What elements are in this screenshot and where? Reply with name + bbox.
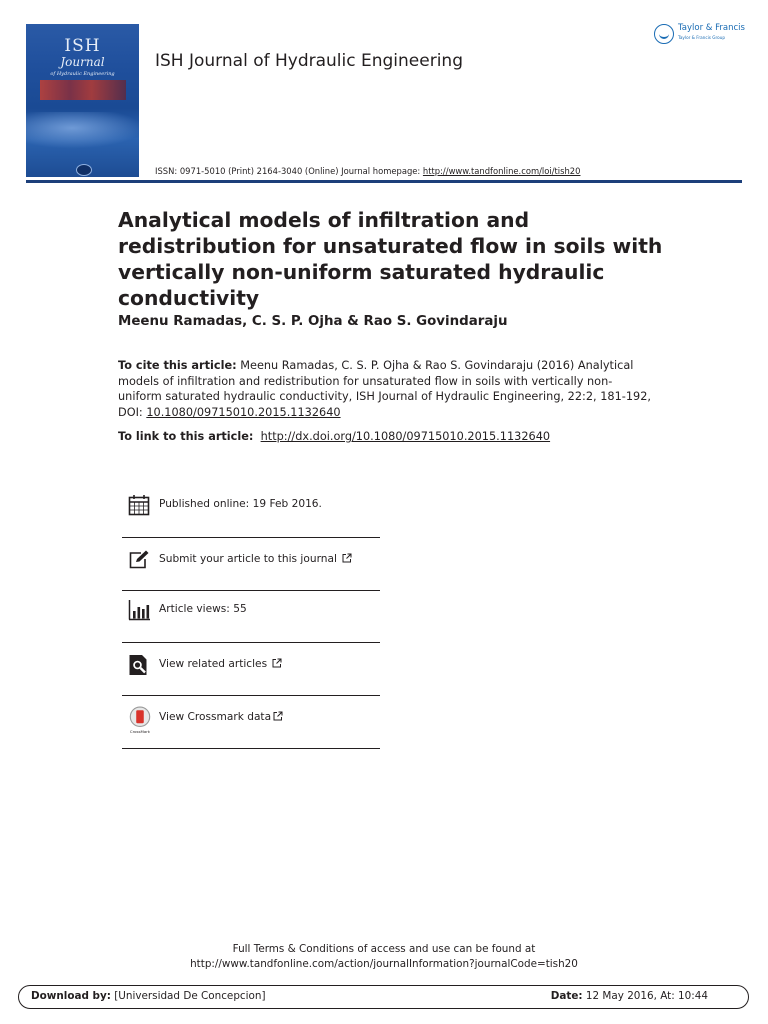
divider	[122, 642, 380, 643]
link-label: To link to this article:	[118, 430, 254, 443]
journal-title: ISH Journal of Hydraulic Engineering	[155, 51, 463, 71]
crossmark-caption: CrossMark	[129, 728, 151, 734]
publisher-group: Taylor & Francis Group	[678, 35, 726, 40]
article-title: Analytical models of infiltration and redistribution for unsaturated flow in soils with vertically non-uniform saturated hydraulic conductivity	[118, 208, 663, 310]
taylor-francis-icon	[654, 24, 674, 44]
crossmark-text[interactable]: View Crossmark data	[159, 711, 272, 723]
divider	[122, 537, 380, 538]
external-link-icon	[273, 711, 283, 721]
header-rule	[26, 180, 742, 183]
submit-article-text[interactable]: Submit your article to this journal	[159, 553, 337, 565]
cover-title: ISH	[64, 36, 101, 56]
crossmark-icon	[128, 706, 152, 734]
cover-water-graphic	[26, 112, 139, 152]
issn-line	[155, 166, 580, 176]
citation-block	[118, 358, 653, 420]
search-document-icon	[128, 654, 150, 676]
journal-cover-image	[26, 24, 139, 177]
divider	[122, 695, 380, 696]
journal-homepage-link[interactable]: http://www.tandfonline.com/loi/tish20	[422, 166, 581, 176]
download-date	[551, 990, 708, 1002]
terms-notice	[0, 942, 768, 972]
date-value: 12 May 2016, At: 10:44	[582, 990, 708, 1002]
calendar-icon	[128, 494, 150, 516]
download-institution: [Universidad De Concepcion]	[110, 990, 266, 1002]
bar-chart-icon	[128, 599, 150, 621]
related-articles-row[interactable]	[122, 645, 380, 685]
cite-text: Meenu Ramadas, C. S. P. Ojha & Rao S. Govindaraju (2016) Analytical models of infiltration and redistribution for unsaturated flow in soils with vertically non-uniform saturated hydraulic conductivity, ISH Journal of Hydraulic Engineering, 22:2, 181-192, DOI:	[118, 359, 652, 419]
doi-link[interactable]: 10.1080/09715010.2015.1132640	[146, 405, 341, 419]
related-articles-label[interactable]	[159, 658, 282, 670]
cite-label: To cite this article:	[118, 359, 237, 372]
download-bar	[18, 985, 749, 1009]
divider	[122, 748, 380, 749]
article-views-label: Article views: 55	[159, 603, 247, 615]
terms-line-1: Full Terms & Conditions of access and use can be found at	[232, 943, 536, 955]
terms-url[interactable]: http://www.tandfonline.com/action/journalInformation?journalCode=tish20	[190, 958, 578, 970]
external-link-icon	[272, 658, 282, 668]
cover-tagline: of Hydraulic Engineering	[50, 71, 115, 77]
article-doi-url-link[interactable]: http://dx.doi.org/10.1080/09715010.2015.1132640	[260, 430, 551, 443]
published-online-label: Published online: 19 Feb 2016.	[159, 498, 322, 510]
crossmark-row[interactable]	[122, 698, 380, 738]
submit-article-row[interactable]	[122, 540, 380, 580]
publisher-name: Taylor & Francis	[678, 23, 745, 33]
edit-icon	[128, 549, 150, 571]
article-link-line	[118, 430, 550, 443]
crossmark-label[interactable]	[159, 711, 283, 723]
download-label: Download by:	[31, 990, 111, 1002]
published-online-row	[122, 485, 380, 525]
cover-subtitle: Journal	[60, 55, 105, 69]
article-authors: Meenu Ramadas, C. S. P. Ojha & Rao S. Govindaraju	[118, 314, 508, 329]
article-views-row	[122, 590, 380, 630]
issn-text: ISSN: 0971-5010 (Print) 2164-3040 (Online) Journal homepage:	[155, 166, 423, 176]
cover-photo-strip	[40, 80, 126, 100]
related-articles-text[interactable]: View related articles	[159, 658, 268, 670]
submit-article-label[interactable]	[159, 553, 352, 565]
download-by	[31, 990, 266, 1002]
date-label: Date:	[550, 990, 583, 1002]
external-link-icon	[342, 553, 352, 563]
cover-society-logo	[76, 164, 92, 176]
publisher-logo	[654, 23, 746, 45]
